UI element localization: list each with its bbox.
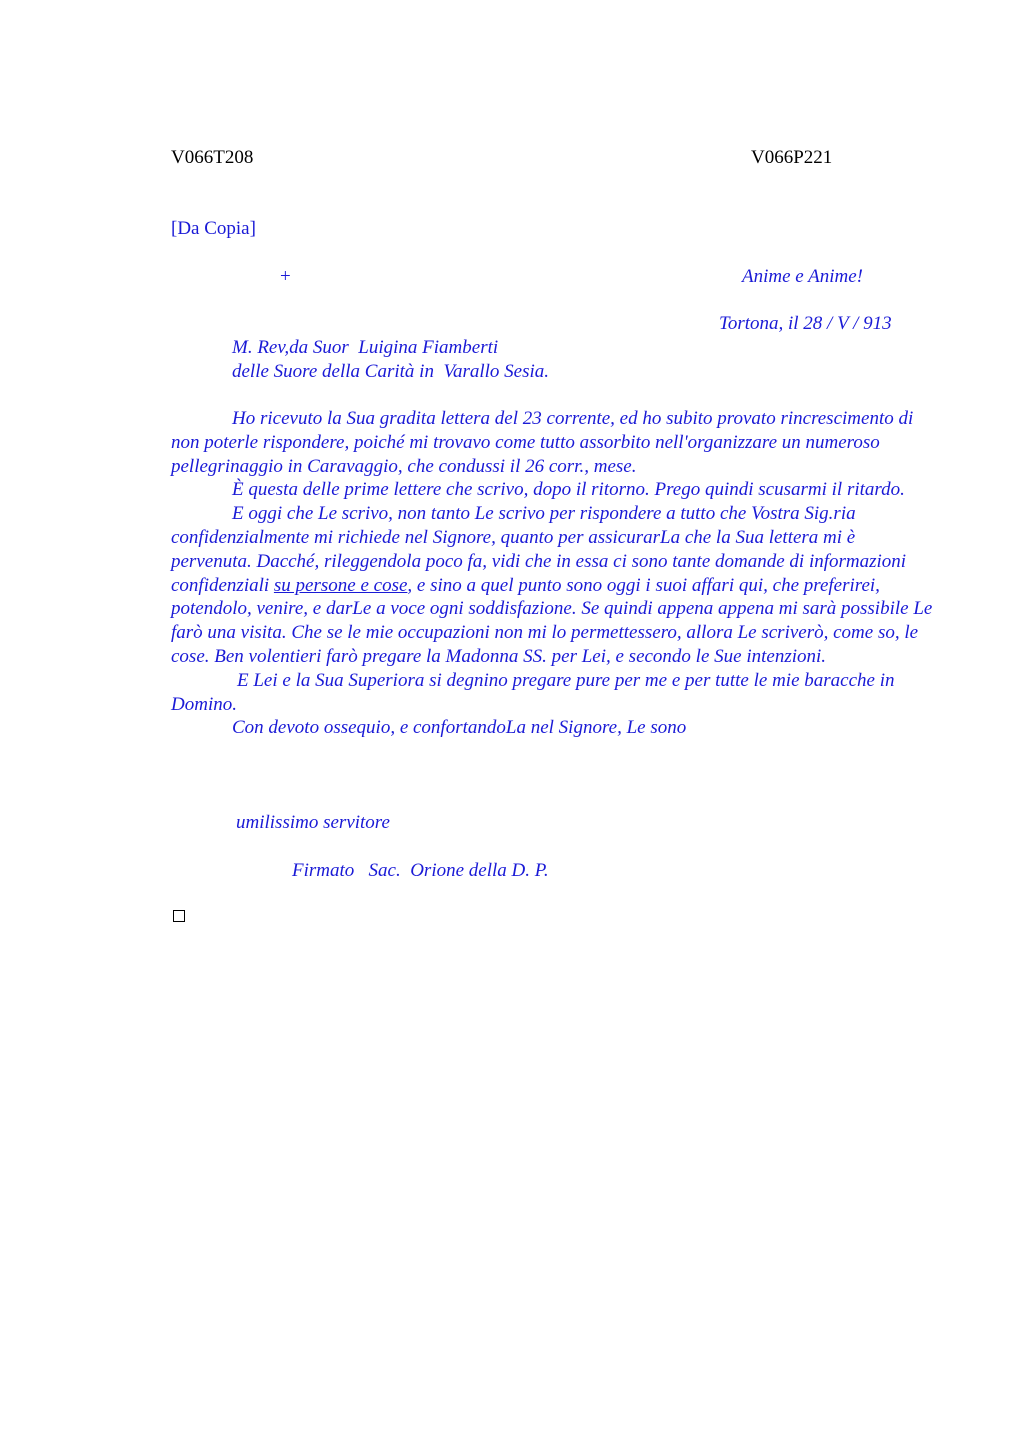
signature: Firmato Sac. Orione della D. P. (292, 860, 549, 881)
paragraph-5: Con devoto ossequio, e confortandoLa nel Signore, Le sono (232, 717, 687, 739)
letter-body (171, 407, 936, 740)
motto: Anime e Anime! (742, 266, 863, 287)
recipient-line-2: delle Suore della Carità in Varallo Sesia. (232, 361, 549, 382)
paragraph-3-start: E oggi che Le scrivo, non tanto Le scrivo per rispondere a tutto che Vostra Sig.ria confidenzialmente mi richiede nel Signore, quanto per assicurarLa che la Sua lettera mi è pervenuta. Dacché, rileggendola poco fa, vidi che in essa ci sono tante domande di informazioni confidenziali (171, 503, 907, 596)
paragraph-1: Ho ricevuto la Sua gradita lettera del 23 corrente, ed ho subito provato rincrescimento di non poterle rispondere, poiché mi trovavo come tutto assorbito nell'organizzare un numeroso pellegrinaggio in Caravaggio, che condussi il 26 corr., mese. (171, 408, 914, 477)
paragraph-4: E Lei e la Sua Superiora si degnino pregare pure per me e per tutte le mie baracche in Domino. (171, 669, 895, 715)
place-date: Tortona, il 28 / V / 913 (719, 313, 892, 334)
paragraph-3-end: , e sino a quel punto sono oggi i suoi affari qui, che preferirei, potendolo, venire, e darLe a voce ogni soddisfazione. Se quindi appena appena mi sarà possibile Le farò una visita. Che se le mie occupazioni non mi lo permettessero, allora Le scriverò, come so, le cose. Ben volentieri farò pregare la Madonna SS. per Lei, e secondo le Sue intenzioni. (171, 574, 933, 667)
paragraph-3 (171, 502, 936, 669)
archive-code-left: V066T208 (171, 147, 254, 168)
checkbox-icon (173, 910, 185, 922)
underlined-phrase: su persone e cose (273, 574, 408, 596)
archive-code-right: V066P221 (751, 147, 833, 168)
cross-mark: + (280, 266, 291, 287)
closing: umilissimo servitore (236, 812, 390, 833)
source-note: [Da Copia] (171, 218, 256, 239)
recipient-line-1: M. Rev,da Suor Luigina Fiamberti (232, 337, 499, 358)
paragraph-2: È questa delle prime lettere che scrivo, dopo il ritorno. Prego quindi scusarmi il ritardo. (232, 479, 905, 501)
